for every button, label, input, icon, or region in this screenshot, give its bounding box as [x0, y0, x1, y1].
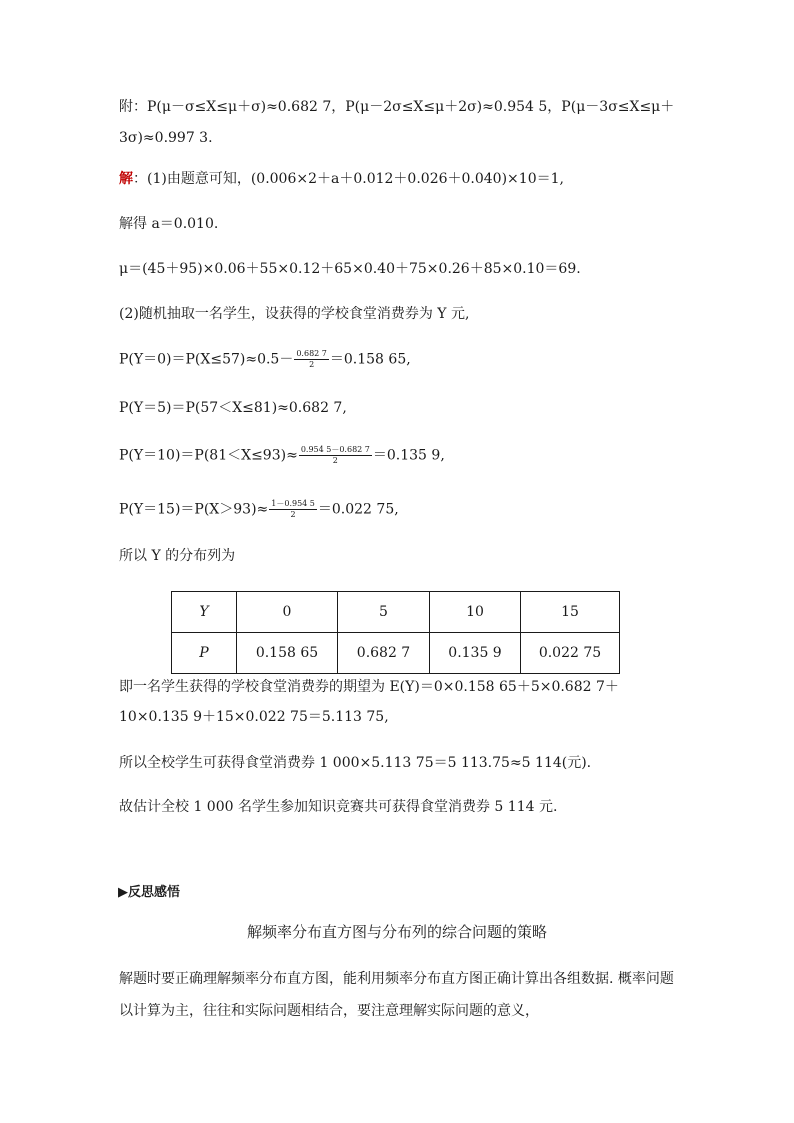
- conclusion-line: 故估计全校 1 000 名学生参加知识竞赛共可获得食堂消费券 5 114 元.: [119, 799, 558, 815]
- table-cell: 0.682 7: [338, 633, 430, 674]
- prob-y10-numerator: 0.954 5－0.682 7: [300, 445, 370, 454]
- prob-y10-denominator: 2: [332, 456, 338, 465]
- table-cell: 0: [237, 592, 338, 633]
- distribution-intro: 所以 Y 的分布列为: [119, 548, 236, 564]
- table-cell: Y: [172, 592, 237, 633]
- appendix-line-1: 附：P(μ－σ≤X≤μ＋σ)≈0.682 7，P(μ－2σ≤X≤μ＋2σ)≈0.954 5，P(μ－3σ≤X≤μ＋: [119, 99, 675, 115]
- solution-a-value: 解得 a＝0.010.: [119, 216, 219, 232]
- solution-part1-text: ：(1)由题意可知，(0.006×2＋a＋0.012＋0.026＋0.040)×10＝1,: [133, 171, 564, 187]
- total-line: 所以全校学生可获得食堂消费券 1 000×5.113 75＝5 113.75≈5 114(元).: [119, 755, 592, 771]
- expectation-line-2: 10×0.135 9＋15×0.022 75＝5.113 75,: [119, 709, 389, 725]
- prob-y10-pre: P(Y＝10)＝P(81＜X≤93)≈: [119, 447, 298, 464]
- reflection-title: 解频率分布直方图与分布列的综合问题的策略: [246, 923, 547, 941]
- appendix-line-2: 3σ)≈0.997 3.: [119, 130, 213, 146]
- table-cell: 10: [430, 592, 521, 633]
- solution-mu-value: μ＝(45＋95)×0.06＋55×0.12＋65×0.40＋75×0.26＋85×0.10＝69.: [119, 261, 581, 277]
- prob-y15-numerator: 1－0.954 5: [271, 499, 315, 508]
- expectation-line-1: 即一名学生获得的学校食堂消费券的期望为 E(Y)＝0×0.158 65＋5×0.682 7＋: [119, 679, 619, 695]
- table-cell: 0.022 75: [521, 633, 620, 674]
- solution-part1-line: [119, 169, 564, 189]
- prob-y15-fraction: [269, 499, 317, 520]
- prob-y0-fraction: [294, 349, 329, 370]
- solution-part2-intro: (2)随机抽取一名学生，设获得的学校食堂消费券为 Y 元,: [119, 306, 470, 322]
- table-cell: 15: [521, 592, 620, 633]
- prob-y5-line: P(Y＝5)＝P(57＜X≤81)≈0.682 7,: [119, 400, 347, 416]
- table-cell: 0.135 9: [430, 633, 521, 674]
- table-cell: 0.158 65: [237, 633, 338, 674]
- table-cell: 5: [338, 592, 430, 633]
- table-row-p: [172, 633, 620, 674]
- table-row-y: [172, 592, 620, 633]
- reflection-heading: ▶反思感悟: [118, 885, 180, 900]
- prob-y10-post: ＝0.135 9,: [372, 447, 445, 464]
- table-cell: P: [172, 633, 237, 674]
- distribution-table: [171, 591, 620, 674]
- prob-y10-fraction: [299, 445, 372, 466]
- prob-y15-line: [119, 499, 399, 520]
- prob-y15-post: ＝0.022 75,: [317, 501, 399, 518]
- prob-y0-pre: P(Y＝0)＝P(X≤57)≈0.5－: [119, 351, 294, 368]
- prob-y0-post: ＝0.158 65,: [329, 351, 411, 368]
- prob-y0-numerator: 0.682 7: [296, 349, 327, 358]
- prob-y0-line: [119, 349, 411, 370]
- reflection-paragraph: 解题时要正确理解频率分布直方图，能利用频率分布直方图正确计算出各组数据. 概率问题以计算为主，往往和实际问题相结合，要注意理解实际问题的意义，: [119, 971, 674, 1019]
- prob-y15-denominator: 2: [290, 510, 296, 519]
- prob-y0-denominator: 2: [309, 360, 315, 369]
- solution-label: 解: [119, 171, 133, 187]
- prob-y10-line: [119, 445, 445, 466]
- prob-y15-pre: P(Y＝15)＝P(X＞93)≈: [119, 501, 269, 518]
